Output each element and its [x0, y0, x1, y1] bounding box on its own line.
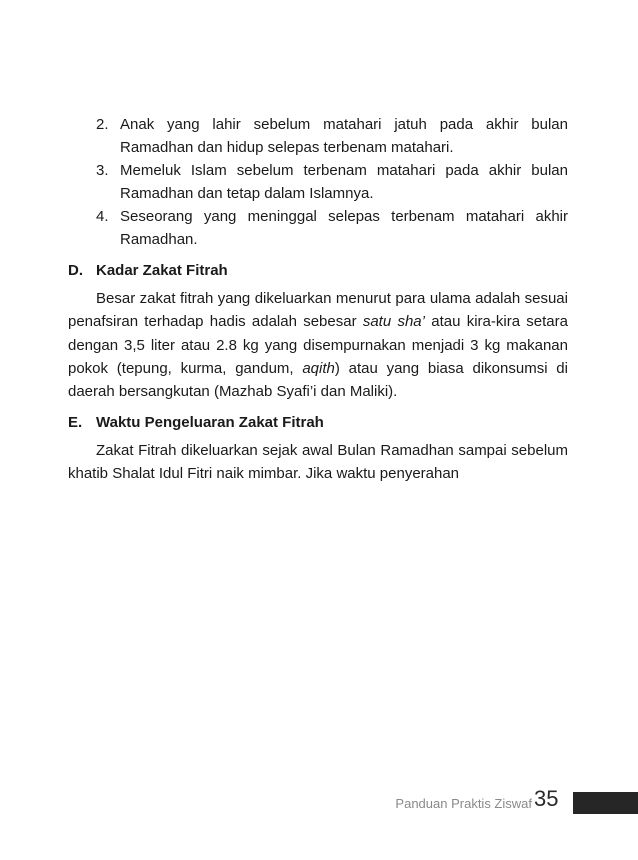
list-item — [96, 159, 568, 205]
list-item — [96, 113, 568, 159]
section-letter: E. — [68, 414, 83, 431]
paragraph-text: ) atau yang biasa dikonsumsi di daerah bersangkutan (Mazhab Syafi’i dan Maliki). — [68, 359, 568, 401]
section-kadar-zakat — [68, 260, 568, 403]
list-item-text: Memeluk Islam sebelum terbenam matahari pada akhir bulan Ramadhan dan tetap dalam Islamnya. — [120, 162, 568, 202]
section-heading — [68, 260, 568, 282]
italic-term: aqith — [302, 359, 335, 377]
page-number: 35 — [534, 786, 559, 811]
section-paragraph — [68, 287, 568, 403]
footer-book-title: Panduan Praktis Ziswaf — [395, 796, 532, 811]
footer-bar — [573, 792, 638, 814]
section-title: Waktu Pengeluaran Zakat Fitrah — [96, 414, 324, 431]
list-item-text: Anak yang lahir sebelum matahari jatuh pada akhir bulan Ramadhan dan hidup selepas terbenam matahari. — [120, 116, 568, 156]
list-item — [96, 205, 568, 251]
list-item-number: 4. — [96, 208, 109, 225]
list-item-number: 2. — [96, 116, 109, 133]
list-item-text: Seseorang yang meninggal selepas terbenam matahari akhir Ramadhan. — [120, 208, 568, 248]
section-waktu-pengeluaran — [68, 412, 568, 486]
section-paragraph: Zakat Fitrah dikeluarkan sejak awal Bulan Ramadhan sampai sebelum khatib Shalat Idul Fitri naik mimbar. Jika waktu penyerahan — [68, 442, 568, 483]
paragraph-text: Besar zakat fitrah yang dikeluarkan menurut para ulama adalah sesuai penafsiran terhadap hadis adalah sebesar — [68, 290, 568, 331]
numbered-list — [96, 113, 568, 251]
list-item-number: 3. — [96, 162, 109, 179]
section-heading — [68, 412, 568, 434]
italic-term: satu sha’ — [362, 313, 425, 331]
section-letter: D. — [68, 262, 83, 279]
section-title: Kadar Zakat Fitrah — [96, 262, 228, 279]
paragraph-text: atau kira-kira setara dengan 3,5 liter atau 2.8 kg yang disempurnakan menjadi 3 kg makanan pokok (tepung, kurma, gandum, — [68, 313, 568, 377]
page-footer — [0, 786, 638, 816]
